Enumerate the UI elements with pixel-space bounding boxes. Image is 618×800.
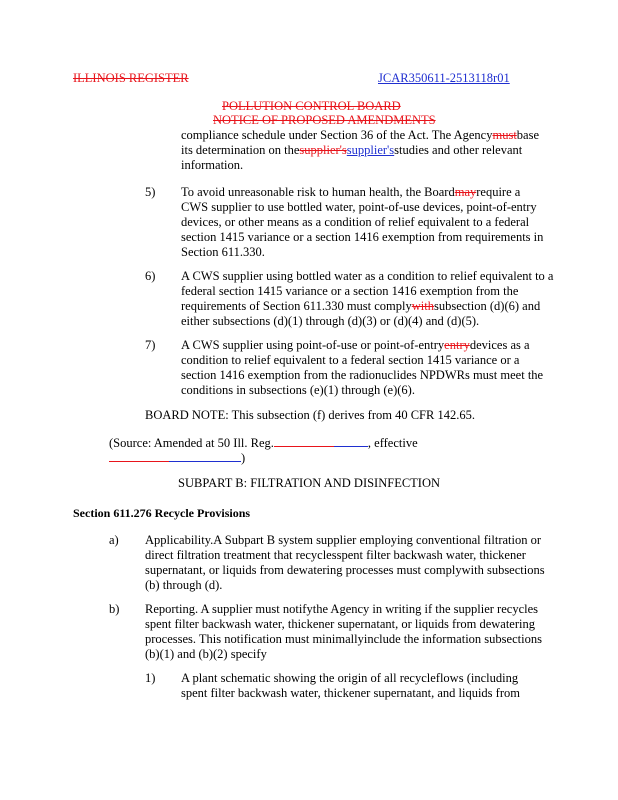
item-6-line-4: either subsections (d)(1) through (d)(3) or (d)(4) and (d)(5). [181, 314, 480, 328]
board-title: POLLUTION CONTROL BOARD [222, 99, 401, 113]
intro-text-end: studies and other relevant [394, 143, 523, 157]
board-note: BOARD NOTE: This subsection (f) derives from 40 CFR 142.65. [145, 408, 475, 422]
item-5-line-4: section 1415 variance or a section 1416 exemption from requirements in [181, 230, 544, 244]
intro-text: compliance schedule under Section 36 of the Act. The Agency [181, 128, 493, 142]
item-text-end: require a [476, 185, 521, 199]
section-a-line-2 [145, 548, 526, 563]
item-6-line-1: A CWS supplier using bottled water as a condition to relief equivalent to a [181, 269, 554, 283]
item-7-number: 7) [145, 338, 156, 352]
item-text: A CWS supplier using point-of-use or point-of-entry [181, 338, 445, 352]
blank-blue [169, 450, 241, 462]
section-a-line-1 [145, 533, 541, 548]
deleted-text: supplier's [299, 143, 347, 157]
intro-line-3: information. [181, 158, 244, 172]
source-effective: , effective [367, 436, 418, 450]
notice-title: NOTICE OF PROPOSED AMENDMENTS [213, 113, 436, 127]
section-a-number: a) [109, 533, 119, 547]
item-5-line-1 [181, 185, 520, 200]
item-7-line-4: conditions in subsections (e)(1) through (e)(6). [181, 383, 415, 397]
item-7-line-1 [181, 338, 530, 353]
section-text-end: the Agency in writing if the supplier recycles [312, 602, 538, 616]
document-id: JCAR350611-2513118r01 [378, 71, 510, 85]
intro-line-1 [181, 128, 539, 143]
section-text: Reporting. A supplier must notify [145, 602, 313, 616]
section-title: Section 611.276 Recycle Provisions [73, 506, 251, 520]
source-close: ) [241, 451, 246, 465]
section-text: Applicability. [145, 533, 214, 547]
section-b-line-3 [145, 632, 542, 647]
section-text-end: A Subpart B system supplier employing conventional filtration or [213, 533, 542, 547]
section-b1-line-1 [181, 671, 518, 686]
section-a-line-4: (b) through (d). [145, 578, 223, 592]
register-title: ILLINOIS REGISTER [73, 71, 189, 85]
item-text: To avoid unreasonable risk to human health, the Board [181, 185, 455, 199]
deleted-text: entry [444, 338, 470, 352]
section-b-line-4: (b)(1) and (b)(2) specify [145, 647, 267, 661]
intro-text-end: base [516, 128, 540, 142]
item-5-line-5: Section 611.330. [181, 245, 265, 259]
item-5-line-2: CWS supplier to use bottled water, point-of-use devices, point-of-entry [181, 200, 537, 214]
section-text-end: with subsections [461, 563, 545, 577]
section-b1-number: 1) [145, 671, 156, 685]
section-text-end: spent filter backwash water, thickener [336, 548, 526, 562]
source-line-2 [109, 450, 245, 466]
item-6-number: 6) [145, 269, 156, 283]
item-7-line-2: condition to relief equivalent to a federal section 1415 variance or a [181, 353, 520, 367]
blank-red [274, 435, 334, 447]
section-text: A plant schematic showing the origin of all recycle [181, 671, 436, 685]
deleted-text: with [411, 299, 434, 313]
section-text: processes. This notification must minimally [145, 632, 364, 646]
section-text-end: flows (including [435, 671, 519, 685]
item-7-line-3: section 1416 exemption from the radionuclides NPDWRs must meet the [181, 368, 544, 382]
deleted-text: must [492, 128, 517, 142]
source-reg: 0 Ill. Reg. [223, 436, 274, 450]
section-a-line-3 [145, 563, 545, 578]
blank-red [109, 450, 169, 462]
section-b1-line-2: spent filter backwash water, thickener supernatant, and liquids from [181, 686, 520, 700]
section-text: direct filtration treatment that recycles [145, 548, 337, 562]
blank-blue [334, 435, 368, 447]
intro-text: its determination on the [181, 143, 300, 157]
item-5-number: 5) [145, 185, 156, 199]
deleted-text: may [454, 185, 477, 199]
item-text-end: subsection (d)(6) and [433, 299, 541, 313]
item-text: requirements of Section 611.330 must comply [181, 299, 412, 313]
section-b-number: b) [109, 602, 120, 616]
source-line-1 [109, 435, 418, 451]
item-text-end: devices as a [469, 338, 530, 352]
section-b-line-2: spent filter backwash water, thickener supernatant, or liquids from dewatering [145, 617, 535, 631]
section-text: supernatant, or liquids from dewatering processes must comply [145, 563, 462, 577]
section-text-end: include the information subsections [363, 632, 542, 646]
item-6-line-3 [181, 299, 540, 314]
section-b-line-1 [145, 602, 538, 617]
intro-line-2 [181, 143, 522, 158]
inserted-text: supplier's [346, 143, 395, 157]
source-text: (Source: Amended at 5 [109, 436, 224, 450]
item-6-line-2: federal section 1415 variance or a section 1416 exemption from the [181, 284, 519, 298]
item-5-line-3: devices, or other means as a condition of relief equivalent to a federal [181, 215, 530, 229]
subpart-heading: SUBPART B: FILTRATION AND DISINFECTION [178, 476, 441, 490]
